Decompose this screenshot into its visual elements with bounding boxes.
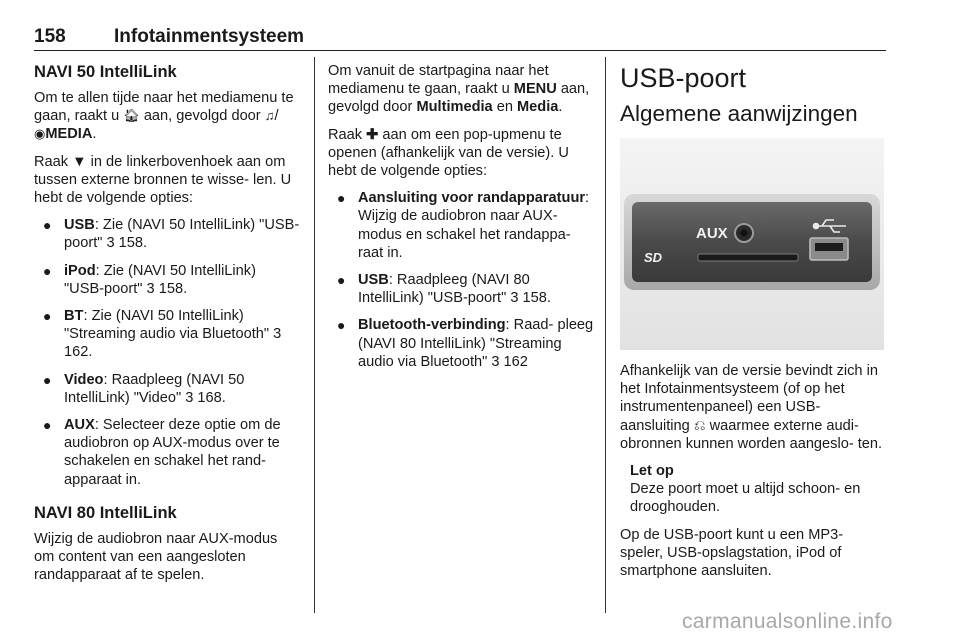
list-item: ● Aansluiting voor randapparatuur: Wijzig de audiobron naar AUX- modus en schakel het randappa‐ raat in. [337,190,590,261]
paragraph-sources: Raak ▼ in de linkerbovenhoek aan om tussen externe bronnen te wisse‐ len. U hebt de volgende opties: [34,153,292,207]
page-ref-icon: 3 [146,280,155,297]
list-item: ● AUX: Selecteer deze optie om de audiobron op AUX-modus over te schakelen en schakel het rand‐ apparaat in. [43,417,281,488]
list-item: ● Bluetooth-verbinding: Raad‐ pleeg (NAVI 80 IntelliLink) "Streaming audio via Bluetooth" 3 162 [337,317,594,370]
media-label: MEDIA [45,126,93,143]
music-note-icon: ♫ [264,108,275,124]
page-title: Infotainmentsysteem [114,26,305,47]
watermark: carmanualsonline.info [682,610,893,633]
section-heading-navi50: NAVI 50 IntelliLink [34,63,177,81]
paragraph-startpage: Om vanuit de startpagina naar het mediamenu te gaan, raakt u MENU aan, gevolgd door Multimedia en Media. [328,63,590,116]
page-ref-icon: 3 [106,235,115,252]
paragraph-popup: Raak ✚ aan om een pop-upmenu te openen (afhankelijk van de versie). U hebt de volgende opties: [328,126,569,180]
media-label: Media [517,99,559,116]
section-title: USB-poort [620,63,747,93]
header-rule [34,50,886,51]
paragraph-usb: Afhankelijk van de versie bevindt zich in het Infotainmentsysteem (of op het instrumentenpaneel) een USB- aansluiting ⎌ waarmee externe audi‐ obronnen kunnen worden aangeslo‐ ten. [620,363,883,452]
usb-port-photo [620,138,884,350]
list-item: ● iPod: Zie (NAVI 50 IntelliLink) "USB-poort" 3 158. [43,262,256,297]
paragraph-devices: Op de USB-poort kunt u een MP3- speler, USB-opslagstation, iPod of smartphone aansluiten. [620,526,844,580]
page-header [34,26,886,51]
sd-label: SD [644,250,663,265]
menu-label: MENU [513,81,557,98]
aux-label: AUX [696,225,728,242]
note-text: Deze poort moet u altijd schoon- en drooghouden. [630,481,861,516]
home-icon: 🏠︎ [123,108,140,124]
note-box [630,462,886,517]
column-divider-1 [314,57,315,613]
media-disc-icon: ◉ [34,126,46,142]
page-ref-icon: 3 [510,290,519,307]
note-title: Let op [630,463,674,480]
section-heading-navi80: NAVI 80 IntelliLink [34,503,177,522]
column-divider-2 [605,57,606,613]
page-ref-icon: 3 [491,353,500,370]
list-item: ● Video: Raadpleeg (NAVI 50 IntelliLink) "Video" 3 168. [43,371,245,406]
multimedia-label: Multimedia [416,99,493,116]
column-2 [328,62,594,380]
column-3 [620,62,886,589]
page-ref-icon: 3 [185,389,194,406]
paragraph-mediamenu: Om te allen tijde naar het mediamenu te gaan, raakt u 🏠︎ aan, gevolgd door ♫/◉MEDIA. [34,90,294,143]
down-triangle-icon: ▼ [72,153,87,170]
options-list [34,216,300,489]
usb-icon: ⎌ [693,417,706,434]
paragraph-aux: Wijzig de audiobron naar AUX-modus om content van een aangesloten randapparaat af te spelen. [34,530,278,584]
page-number: 158 [34,26,66,47]
page-ref-icon: 3 [273,326,282,343]
list-item: ● BT: Zie (NAVI 50 IntelliLink) "Streaming audio via Bluetooth" 3 162. [43,308,282,361]
list-item: ● USB: Zie (NAVI 50 IntelliLink) "USB-poort" 3 158. [43,217,300,252]
plus-icon: ✚ [366,126,379,143]
list-item: ● USB: Raadpleeg (NAVI 80 IntelliLink) "USB-poort" 3 158. [337,272,551,307]
section-subtitle: Algemene aanwijzingen [620,101,858,126]
options-list-navi80 [328,189,594,371]
column-1 [34,62,300,593]
